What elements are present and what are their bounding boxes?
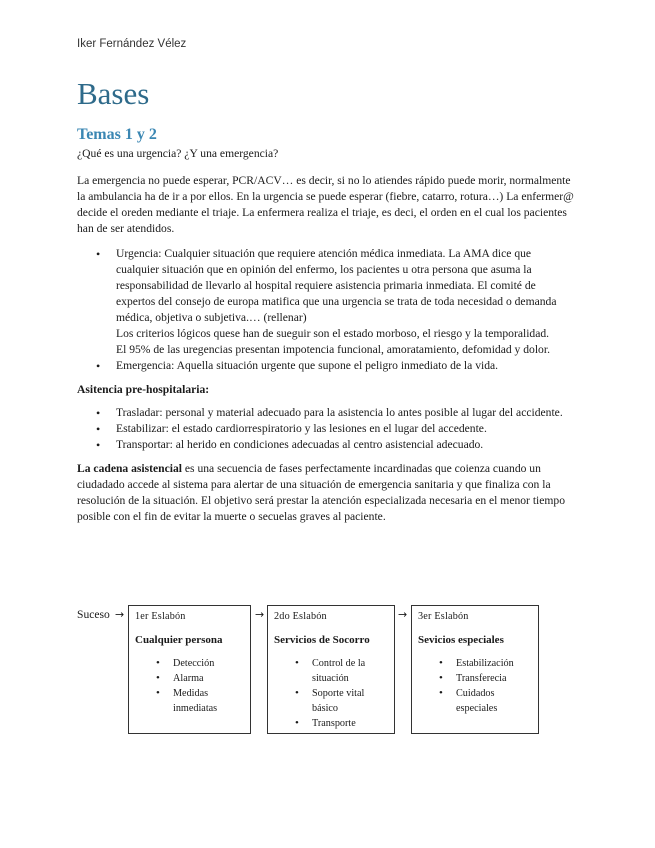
link-items	[274, 656, 388, 731]
chain-link-2	[267, 605, 395, 734]
document-body	[77, 146, 577, 534]
arrow-right-icon: →	[398, 608, 408, 621]
chain-link-1	[128, 605, 251, 734]
list-item: • Alarma	[173, 671, 244, 686]
list-item: • Estabilizar: el estado cardiorrespiratorio y las lesiones en el lugar del accedente.	[116, 421, 577, 437]
author-header: Iker Fernández Vélez	[77, 38, 187, 50]
definition-text: El 95% de las uregencias presentan impotencia funcional, amoratamiento, defomidad y dolor.	[116, 343, 550, 356]
definitions-list	[77, 246, 577, 374]
section-heading: Temas 1 y 2	[77, 126, 157, 143]
link-name: Sevicios especiales	[418, 634, 504, 646]
definition-text: Los criterios lógicos quese han de sueguir son el estado morboso, el riesgo y la temporalidad.	[116, 327, 550, 340]
document-title: Bases	[77, 76, 150, 111]
chain-description: es una secuencia de fases perfectamente incardinadas que coienza cuando un ciudadado accede al sistema para alertar de una situación de emergencia sanitaria y que finaliza con la resolución de la situación. El objetivo será prestar la atención especializada necesaria en el menor tiempo posible con el fin de evitar la muerte o secuelas graves al paciente.	[77, 462, 566, 523]
list-item: • Estabilización	[456, 656, 532, 671]
list-item: • Transferecia	[456, 671, 532, 686]
subtitle-question: ¿Qué es una urgencia? ¿Y una emergencia?	[77, 147, 279, 160]
definition-text: Urgencia: Cualquier situación que requiere atención médica inmediata. La AMA dice que cualquier situación que en opinión del enfermo, los pacientes u otra persona que asuma la responsabilidad de llevarlo al hospital requiere asistencia primaria inmediata. El comité de expertos del consejo de europa matifica que una urgencia se trata de toda necesidad o demanda médica, objetiva o subjetiva.… (rellenar)	[116, 247, 557, 324]
list-item: • Control de la situación	[312, 656, 388, 686]
prehospital-list	[77, 405, 577, 453]
link-items	[418, 656, 532, 716]
definition-text: Emergencia: Aquella situación urgente que supone el peligro inmediato de la vida.	[116, 359, 499, 372]
prehospital-heading: Asitencia pre-hospitalaria:	[77, 383, 210, 396]
link-items	[135, 656, 244, 716]
list-item: • Medidas inmediatas	[173, 686, 244, 716]
chain-term: La cadena asistencial	[77, 462, 182, 475]
list-item: • Transporte	[312, 716, 388, 731]
link-name: Cualquier persona	[135, 634, 223, 646]
arrow-right-icon: →	[255, 608, 265, 621]
definition-emergencia	[116, 358, 577, 374]
link-label: 2do Eslabón	[274, 611, 327, 622]
link-label: 1er Eslabón	[135, 611, 186, 622]
list-item: • Trasladar: personal y material adecuado para la asistencia lo antes posible al lugar del accidente.	[116, 405, 577, 421]
definition-urgencia	[116, 246, 577, 358]
chain-paragraph	[77, 461, 577, 525]
list-item: • Detección	[173, 656, 244, 671]
chain-start-label: Suceso	[77, 608, 110, 621]
chain-link-3	[411, 605, 539, 734]
chain-diagram	[77, 605, 547, 735]
arrow-right-icon: →	[115, 608, 125, 621]
link-label: 3er Eslabón	[418, 611, 469, 622]
list-item: • Cuidados especiales	[456, 686, 532, 716]
link-name: Servicios de Socorro	[274, 634, 370, 646]
list-item: • Soporte vital básico	[312, 686, 388, 716]
intro-paragraph: La emergencia no puede esperar, PCR/ACV… es decir, si no lo atiendes rápido puede morir, normalmente la ambulancia ha de ir a por ellos. En la urgencia se puede esperar (fiebre, catarro, rotura…) La enfermer@ decide el oreden mediante el triaje. La enfermera realiza el triaje, es deci, el orden en el cual los pacientes han de ser atendidos.	[77, 174, 574, 235]
list-item: • Transportar: al herido en condiciones adecuadas al centro asistencial adecuado.	[116, 437, 577, 453]
